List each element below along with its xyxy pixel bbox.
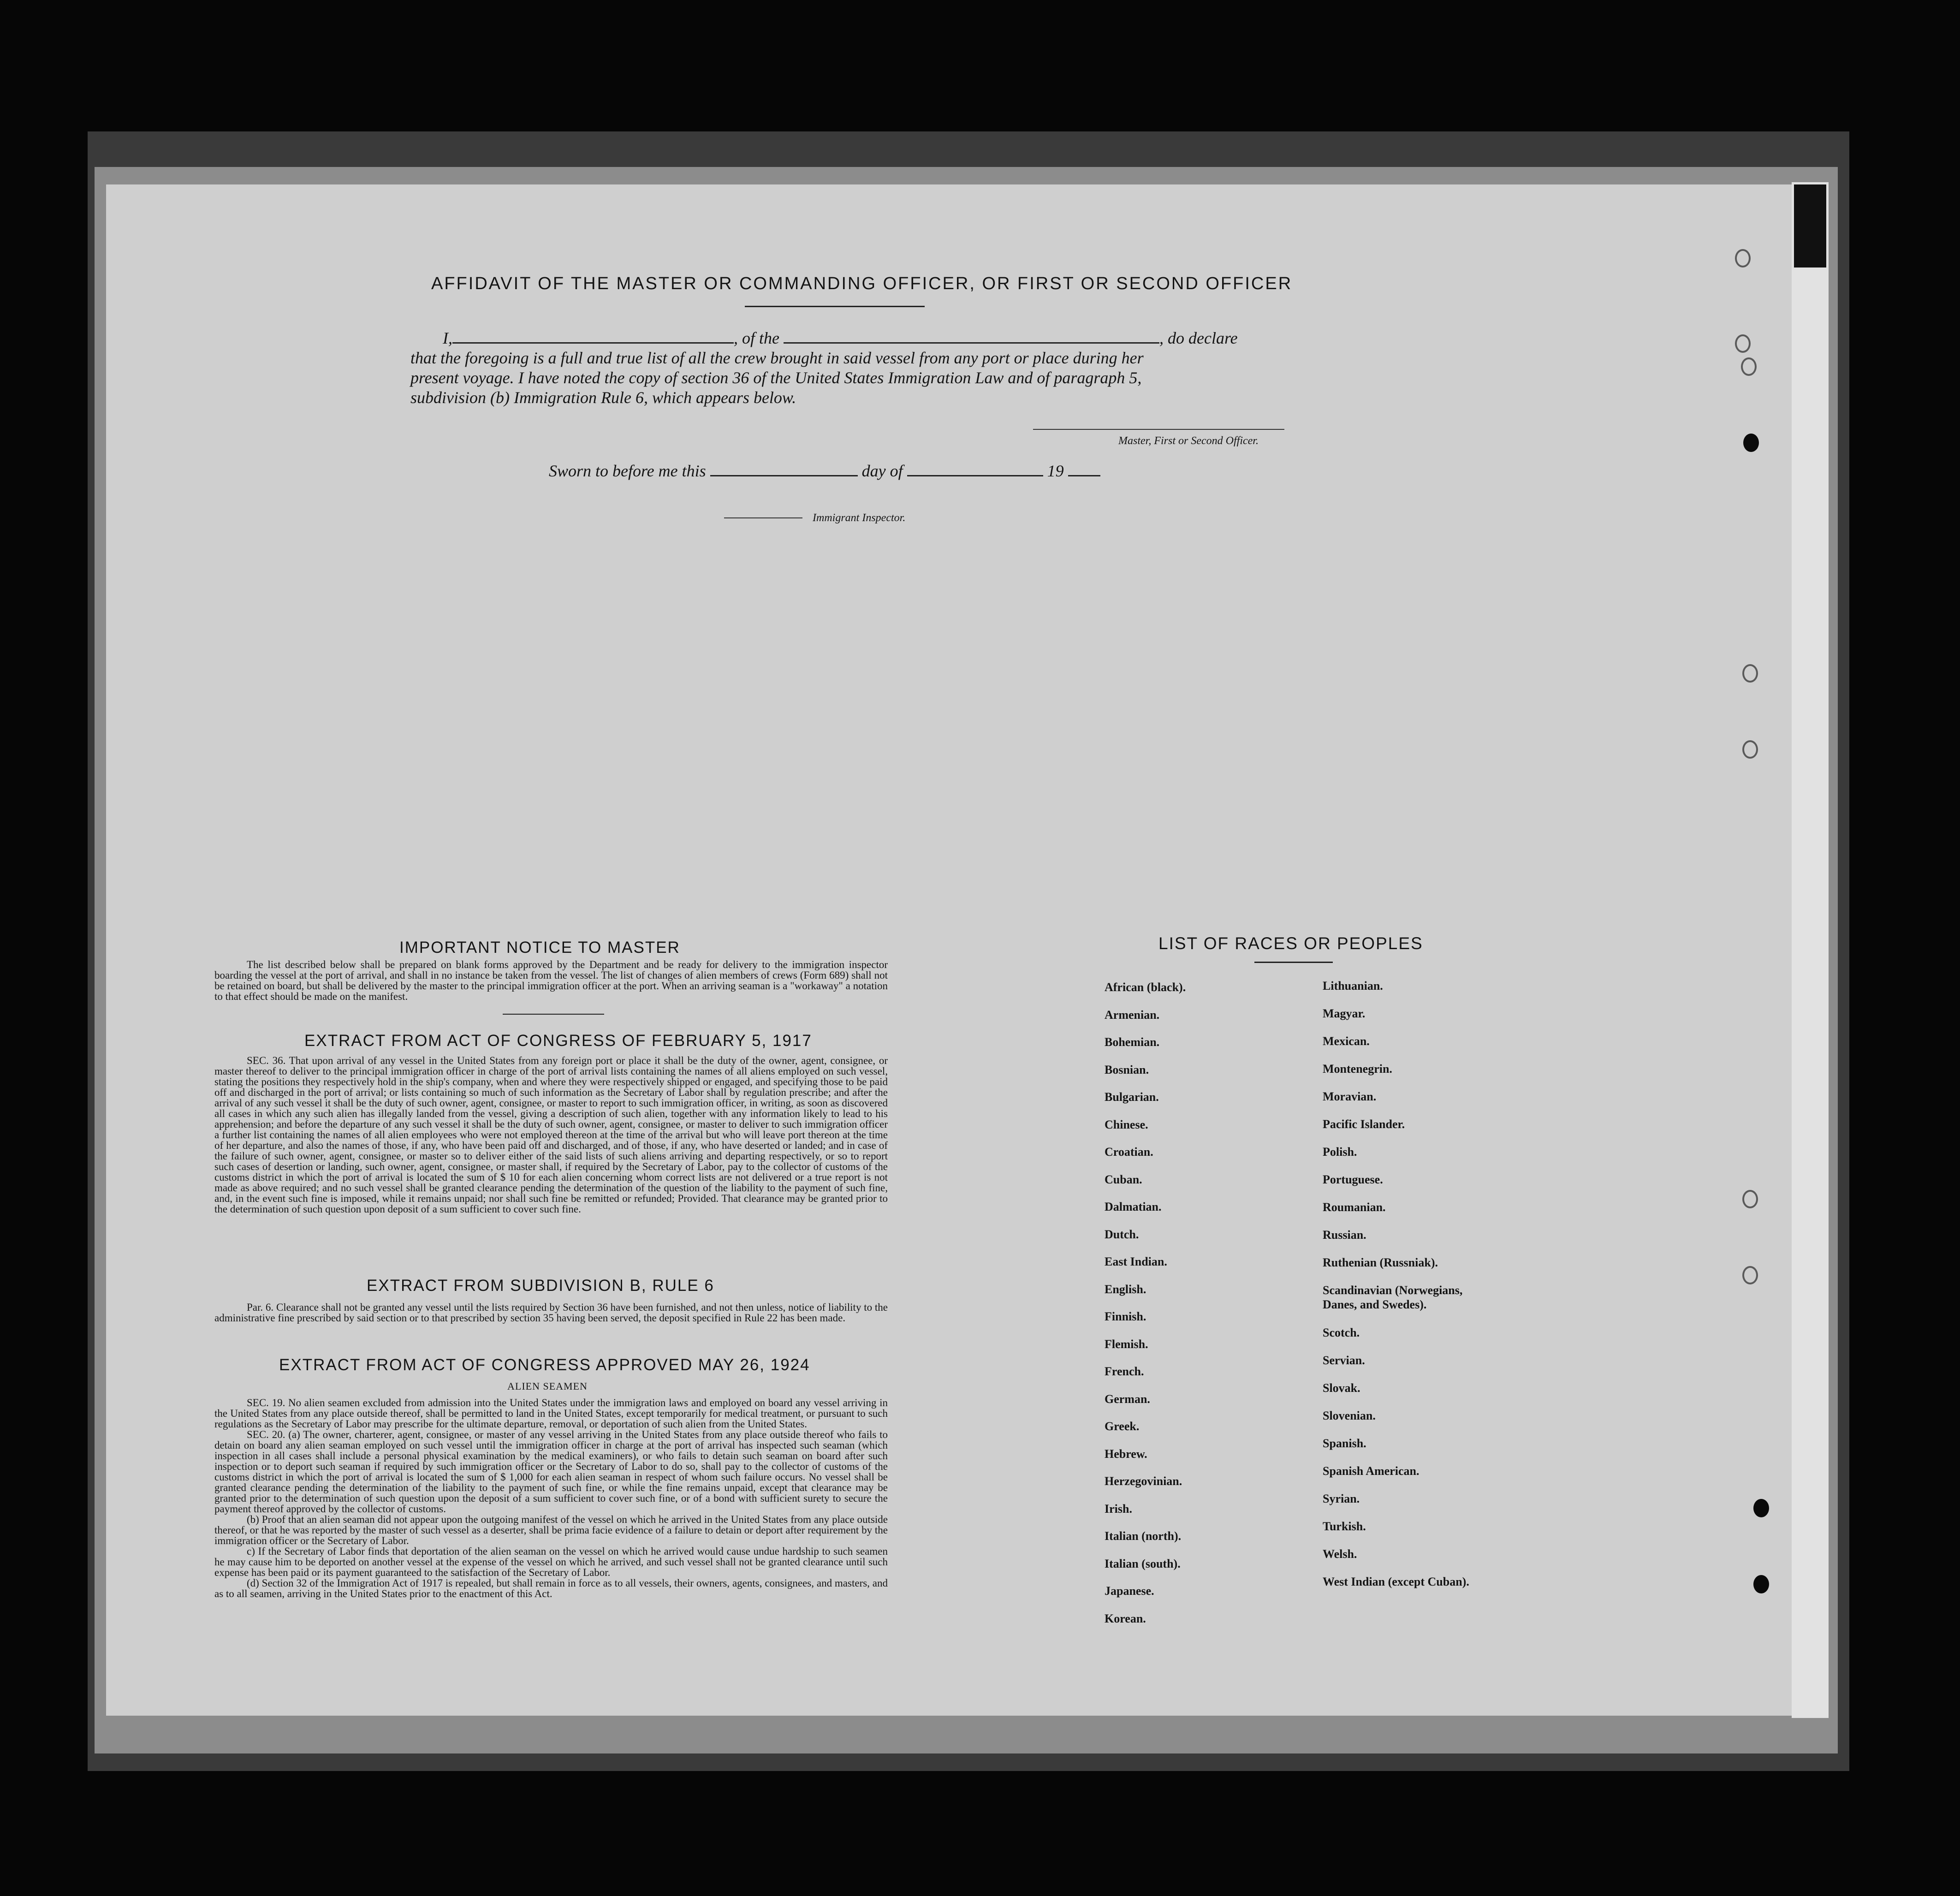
race-item: Flemish. [1105, 1337, 1148, 1351]
vessel-blank [784, 329, 1159, 344]
section-20d-paragraph: (d) Section 32 of the Immigration Act of 1917 is repealed, but shall remain in force as to all vessels, their owners, agents, consignees, and masters, and as to all seamen, arriving in the United States prior to the enactment of this Act. [214, 1577, 888, 1599]
race-item: Greek. [1105, 1420, 1140, 1433]
race-item: Turkish. [1323, 1520, 1366, 1533]
punch-hole-icon [1742, 740, 1758, 759]
sworn-text: Sworn to before me this [549, 462, 706, 480]
section-20a-paragraph: SEC. 20. (a) The owner, charterer, agent, consignee, or master of any vessel arriving in the United States from any place outside thereof who fails to detain on board any alien seaman employed on such vessel until the immigration officer in charge at the port of arrival has inspected such seaman (which inspection in all cases shall include a personal physical examination by the medical examiners), or who fails to detain such seaman on board after such inspection or to deport such seaman if required by such immigration officer or the Secretary of Labor to do so, shall pay to the collector of customs of the customs district in which the port of arrival is located the sum of $ 1,000 for each alien seaman in respect of whom such failure occurs. No vessel shall be granted clearance pending the determination of the liability to the payment of such fine, or while the fine remains unpaid, except that clearance may be granted prior to the determination of such question upon the deposit of a sum sufficient to cover such fine, or of a bond with sufficient surety to secure the payment thereof approved by the collector of customs. [214, 1429, 888, 1515]
extract-rule6-text [214, 1302, 888, 1323]
inspector-label: Immigrant Inspector. [813, 512, 906, 524]
punch-hole-icon [1735, 334, 1751, 353]
punch-hole-icon [1742, 1266, 1758, 1284]
race-item: Croatian. [1105, 1145, 1153, 1159]
race-item: Chinese. [1105, 1117, 1148, 1131]
section-20c-paragraph: c) If the Secretary of Labor finds that deportation of the alien seaman on the vessel on which he arrived would cause undue hardship to such seamen he may cause him to be deported on another vessel at the expense of the vessel on which he arrived, and such vessel shall not be granted clearance until such expense has been paid or its payment guaranteed to the satisfaction of the Secretary of Labor. [214, 1545, 888, 1578]
affidavit-pronoun: I, [443, 329, 452, 347]
signature-label: Master, First or Second Officer. [1118, 435, 1259, 447]
section-20b-paragraph: (b) Proof that an alien seaman did not appear upon the outgoing manifest of the vessel on which he arrived in the United States from any place outside thereof, or that he was reported by the master of such vessel as a deserter, shall be prima facie evidence of a failure to detain or deport after requirement by the immigration officer or the Secretary of Labor. [214, 1514, 888, 1546]
race-item: Slovenian. [1323, 1409, 1376, 1422]
race-item: Spanish. [1323, 1437, 1366, 1450]
race-item: Spanish American. [1323, 1464, 1420, 1478]
extract-1924-text [214, 1397, 888, 1599]
notice-text [214, 959, 888, 1002]
punch-hole-icon [1753, 1499, 1769, 1517]
race-item: African (black). [1105, 981, 1186, 994]
race-item: Bohemian. [1105, 1035, 1160, 1049]
notice-paragraph: The list described below shall be prepared on blank forms approved by the Department and be ready for delivery to the immigration inspector boarding the vessel at the port of arrival, and shall in no instance be taken from the vessel. The list of changes of alien members of crews (Form 689) shall not be retained on board, but shall be delivered by the master to the principal immigration officer at the port. When an arriving seaman is a "workaway" a notation to that effect should be made on the manifest. [214, 959, 888, 1002]
sworn-line [549, 461, 1100, 481]
race-item: Bulgarian. [1105, 1090, 1159, 1104]
race-item: Roumanian. [1323, 1201, 1386, 1214]
section-36-paragraph: SEC. 36. That upon arrival of any vessel in the United States from any foreign port or place it shall be the duty of the owner, agent, consignee, or master thereof to deliver to the principal immigration officer in charge of the port of arrival lists containing the names of all aliens employed on such vessel, stating the positions they respectively hold in the ship's company, when and where they were respectively shipped or engaged, and specifying those to be paid off and discharged in the port of arrival; or lists containing so much of such information as the Secretary of Labor shall by regulation prescribe; and after the arrival of any such vessel it shall be the duty of such owner, agent, consignee, or master to report to such immigration officer, in writing, as soon as discovered all cases in which any such alien has illegally landed from the vessel, giving a description of such alien, together with any information likely to lead to his apprehension; and before the departure of any such vessel it shall be the duty of such owner, agent, consignee, or master to deliver to such immigration officer a further list containing the names of all alien employees who were not employed thereon at the time of the arrival but who will leave port thereon at the time of her departure, and also the names of those, if any, who have been paid off and discharged, and of those, if any, who have deserted or landed; and in case of the failure of such owner, agent, consignee, or master so to deliver either of the said lists of such aliens arriving and departing respectively, or so to report such cases of desertion or landing, such owner, agent, consignee, or master shall, if required by the Secretary of Labor, pay to the collector of customs of the customs district in which the port of arrival is located the sum of $ 10 for each alien concerning whom correct lists are not delivered or a true report is not made as above required; and no such vessel shall be granted clearance pending the determination of the question of the liability to the payment of such fine, and, in the event such fine is imposed, while it remains unpaid; nor shall such fine be remitted or refunded; Provided. That clearance may be granted prior to the determination of such question upon deposit of a sum sufficient to cover such fine. [214, 1055, 888, 1215]
affidavit-text [410, 328, 1287, 408]
race-item: German. [1105, 1392, 1150, 1406]
race-item: Lithuanian. [1323, 979, 1383, 993]
sworn-year-blank [1068, 462, 1100, 476]
affidavit-line-3: present voyage. I have noted the copy of section 36 of the United States Immigration Law and of paragraph 5, [410, 369, 1142, 387]
signature-line [1033, 429, 1284, 430]
races-title-rule [1254, 962, 1333, 963]
race-item: Armenian. [1105, 1008, 1160, 1022]
race-item: Mexican. [1323, 1034, 1370, 1048]
punch-hole-icon [1742, 1190, 1758, 1208]
punch-hole-icon [1753, 1575, 1769, 1593]
race-item: Dalmatian. [1105, 1200, 1162, 1213]
race-item: Russian. [1323, 1228, 1366, 1242]
race-item: Italian (south). [1105, 1557, 1181, 1570]
race-item: East Indian. [1105, 1255, 1167, 1268]
races-title: LIST OF RACES OR PEOPLES [1158, 934, 1423, 953]
race-item: Herzegovinian. [1105, 1474, 1182, 1488]
race-item: Korean. [1105, 1611, 1146, 1625]
rule6-paragraph: Par. 6. Clearance shall not be granted any vessel until the lists required by Section 36 have been furnished, and not then unless, notice of liability to the administrative fine prescribed by said section or to that prescribed by section 35 having been served, the deposit specified in Rule 22 has been made. [214, 1302, 888, 1324]
race-item: Portuguese. [1323, 1173, 1383, 1186]
punch-hole-icon [1741, 357, 1757, 376]
race-item: Bosnian. [1105, 1063, 1149, 1076]
race-item: English. [1105, 1282, 1146, 1296]
race-item: Pacific Islander. [1323, 1117, 1405, 1131]
alien-seamen-subtitle: ALIEN SEAMEN [507, 1380, 588, 1392]
race-item: Scotch. [1323, 1326, 1360, 1339]
race-item: Polish. [1323, 1145, 1357, 1159]
race-item: Syrian. [1323, 1492, 1360, 1505]
race-item: Moravian. [1323, 1090, 1377, 1103]
race-item: Magyar. [1323, 1007, 1366, 1020]
extract-1917-text [214, 1055, 888, 1214]
extract-1924-title: EXTRACT FROM ACT OF CONGRESS APPROVED MAY 26, 1924 [279, 1356, 810, 1374]
race-item: Italian (north). [1105, 1529, 1182, 1543]
affidavit-line-4: subdivision (b) Immigration Rule 6, which appears below. [410, 388, 796, 407]
affidavit-declare: , do declare [1159, 329, 1238, 347]
race-item: Montenegrin. [1323, 1062, 1392, 1076]
sworn-year: 19 [1047, 462, 1064, 480]
race-item: Dutch. [1105, 1227, 1139, 1241]
extract-1917-title: EXTRACT FROM ACT OF CONGRESS OF FEBRUARY 5, 1917 [304, 1032, 812, 1050]
inspector-line [724, 517, 802, 518]
binding-strip [1792, 182, 1829, 1718]
race-item: Japanese. [1105, 1584, 1154, 1598]
race-item: Slovak. [1323, 1381, 1360, 1395]
race-item: French. [1105, 1365, 1144, 1378]
affidavit-line-2: that the foregoing is a full and true list of all the crew brought in said vessel from any port or place during her [410, 349, 1144, 367]
sworn-month-blank [907, 462, 1043, 476]
notice-rule [503, 1014, 604, 1015]
race-item: West Indian (except Cuban). [1323, 1575, 1469, 1588]
notice-title: IMPORTANT NOTICE TO MASTER [399, 939, 680, 957]
punch-hole-icon [1743, 434, 1759, 452]
affidavit-title-rule [745, 306, 925, 307]
race-item: Scandinavian (Norwegians, Danes, and Swedes). [1323, 1284, 1463, 1311]
punch-hole-icon [1742, 664, 1758, 683]
race-item: Irish. [1105, 1502, 1132, 1516]
sworn-day-of: day of [861, 462, 903, 480]
race-item: Finnish. [1105, 1310, 1146, 1323]
race-item: Ruthenian (Russniak). [1323, 1256, 1438, 1269]
race-item: Cuban. [1105, 1172, 1142, 1186]
affidavit-line-1 [410, 328, 1287, 348]
affidavit-title: AFFIDAVIT OF THE MASTER OR COMMANDING OFFICER, OR FIRST OR SECOND OFFICER [431, 274, 1293, 293]
punch-hole-icon [1735, 249, 1751, 267]
extract-rule6-title: EXTRACT FROM SUBDIVISION B, RULE 6 [367, 1277, 714, 1295]
section-19-paragraph: SEC. 19. No alien seamen excluded from admission into the United States under the immigration laws and employed on board any vessel arriving in the United States from any place outside thereof, shall be permitted to land in the United States, except temporarily for medical treatment, or pursuant to such regulations as the Secretary of Labor may prescribe for the ultimate departure, removal, or deportation of such alien from the United States. [214, 1397, 888, 1430]
race-item: Welsh. [1323, 1547, 1357, 1561]
race-item: Servian. [1323, 1354, 1365, 1367]
sworn-day-blank [710, 462, 858, 476]
page-number-mark [1794, 184, 1826, 267]
affidavit-of-the: , of the [734, 329, 779, 347]
name-blank [452, 329, 734, 344]
race-item: Hebrew. [1105, 1447, 1147, 1461]
